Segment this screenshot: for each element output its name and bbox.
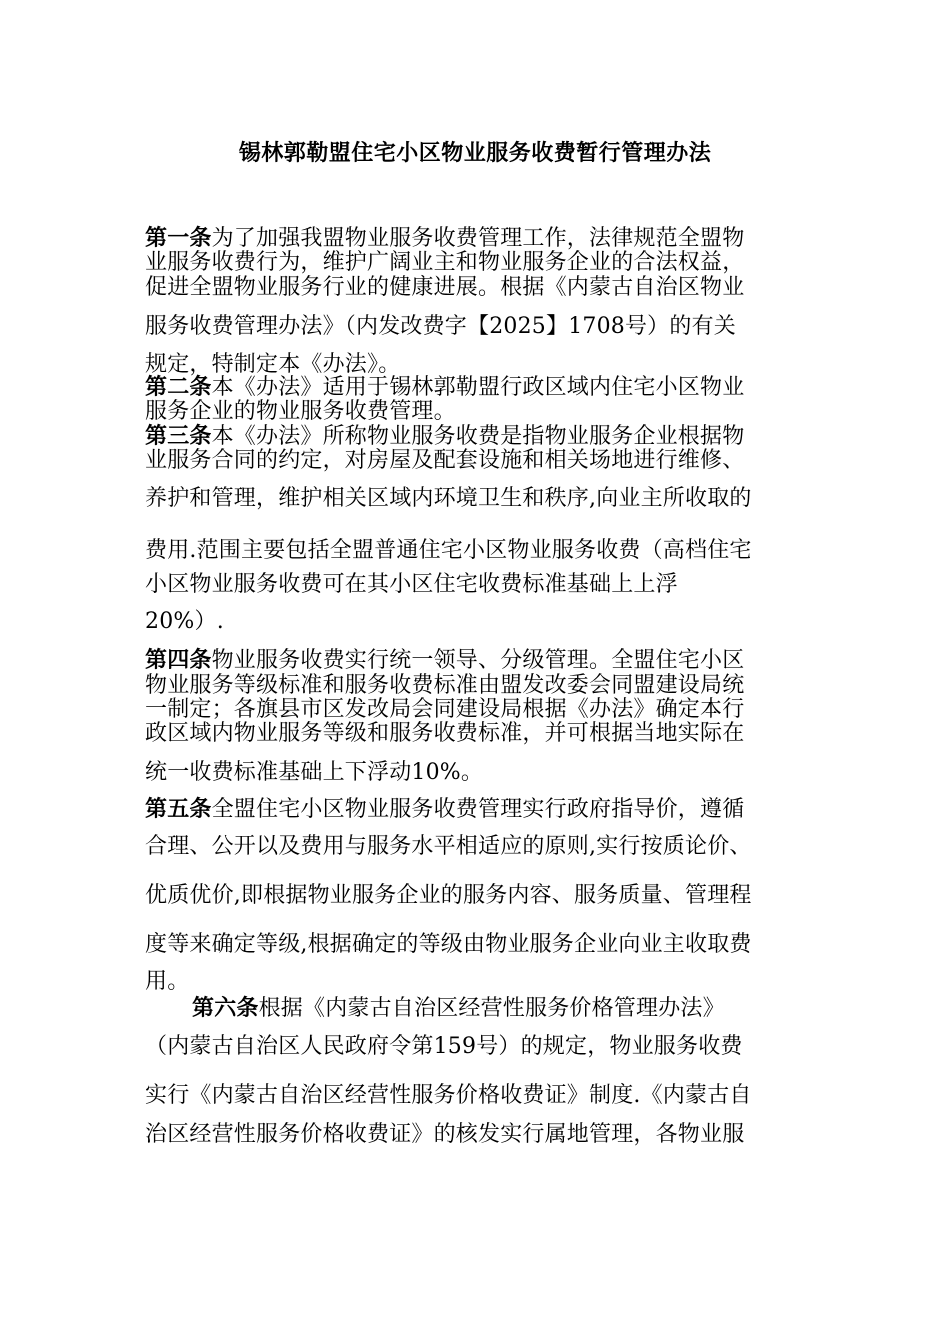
article-6-text: 根据《内蒙古自治区经营性服务价格管理办法》 bbox=[258, 996, 725, 1021]
article-1-line-4: 服务收费管理办法》（内发改费字【2025】1708号）的有关 bbox=[145, 314, 736, 339]
article-4-line-4: 政区域内物业服务等级和服务收费标准，并可根据当地实际在 bbox=[145, 721, 745, 746]
document-title: 锡林郭勒盟住宅小区物业服务收费暂行管理办法 bbox=[238, 141, 712, 166]
article-6-heading: 第六条 bbox=[192, 996, 259, 1021]
article-1-heading: 第一条 bbox=[145, 226, 212, 251]
article-6-line-3: 实行《内蒙古自治区经营性服务价格收费证》制度.《内蒙古自 bbox=[145, 1083, 752, 1108]
article-2-line-1 bbox=[145, 375, 805, 401]
article-3-line-3: 养护和管理，维护相关区域内环境卫生和秩序,向业主所收取的 bbox=[145, 486, 752, 511]
article-4-line-3: 一制定；各旗县市区发改局会同建设局根据《办法》确定本行 bbox=[145, 697, 745, 722]
article-6-line-4: 治区经营性服务价格收费证》的核发实行属地管理，各物业服 bbox=[145, 1122, 745, 1147]
article-5-text: 全盟住宅小区物业服务收费管理实行政府指导价，遵循 bbox=[211, 797, 745, 822]
article-5-line-1 bbox=[145, 797, 805, 823]
article-6-line-2: （内蒙古自治区人民政府令第159号）的规定，物业服务收费 bbox=[145, 1034, 743, 1059]
article-1-line-3: 促进全盟物业服务行业的健康进展。根据《内蒙古自治区物业 bbox=[145, 275, 745, 300]
article-5-line-2: 合理、公开以及费用与服务水平相适应的原则,实行按质论价、 bbox=[145, 834, 752, 859]
article-1-line-5: 规定，特制定本《办法》。 bbox=[145, 352, 401, 377]
article-3-line-1 bbox=[145, 424, 805, 450]
article-3-text: 本《办法》所称物业服务收费是指物业服务企业根据物 bbox=[211, 424, 745, 449]
article-2-text: 本《办法》适用于锡林郭勒盟行政区域内住宅小区物业 bbox=[211, 375, 745, 400]
article-5-line-3: 优质优价,即根据物业服务企业的服务内容、服务质量、管理程 bbox=[145, 883, 752, 908]
article-5-line-4: 度等来确定等级,根据确定的等级由物业服务企业向业主收取费 bbox=[145, 932, 752, 957]
article-3-heading: 第三条 bbox=[145, 424, 212, 449]
article-5-heading: 第五条 bbox=[145, 797, 212, 822]
article-1-line-2: 业服务收费行为，维护广阔业主和物业服务企业的合法权益， bbox=[145, 250, 745, 275]
article-3-line-2: 业服务合同的约定，对房屋及配套设施和相关场地进行维修、 bbox=[145, 448, 745, 473]
article-3-line-6: 20%）. bbox=[145, 609, 224, 634]
article-4-heading: 第四条 bbox=[145, 648, 212, 673]
article-6-line-1 bbox=[192, 996, 852, 1022]
article-1-line-1 bbox=[145, 226, 805, 252]
article-2-heading: 第二条 bbox=[145, 375, 212, 400]
article-2-line-2: 服务企业的物业服务收费管理。 bbox=[145, 399, 456, 424]
article-4-line-1 bbox=[145, 648, 805, 674]
article-4-line-2: 物业服务等级标准和服务收费标准由盟发改委会同盟建设局统 bbox=[145, 673, 745, 698]
article-3-line-4: 费用.范围主要包括全盟普通住宅小区物业服务收费（高档住宅 bbox=[145, 538, 752, 563]
article-1-text: 为了加强我盟物业服务收费管理工作，法律规范全盟物 bbox=[211, 226, 745, 251]
article-3-line-5: 小区物业服务收费可在其小区住宅收费标准基础上上浮 bbox=[145, 572, 678, 597]
article-5-line-5: 用。 bbox=[145, 969, 190, 994]
article-4-text: 物业服务收费实行统一领导、分级管理。全盟住宅小区 bbox=[211, 648, 745, 673]
article-4-line-5: 统一收费标准基础上下浮动10%。 bbox=[145, 760, 484, 785]
